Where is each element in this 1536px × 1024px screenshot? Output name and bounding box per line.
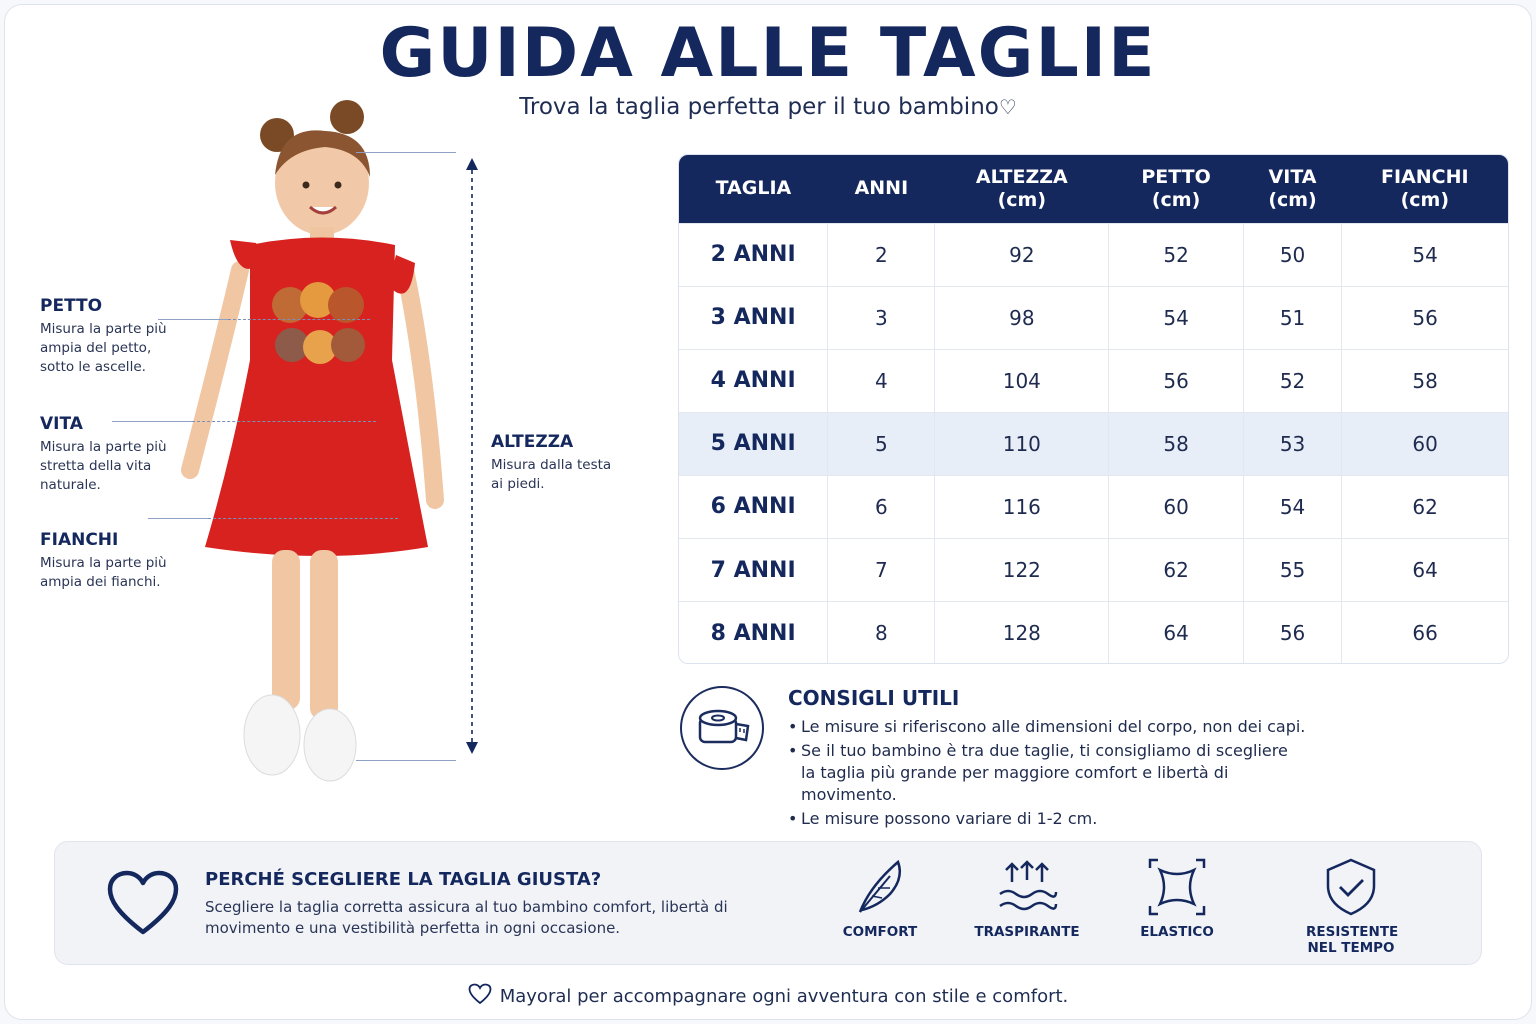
table-cell: 55 (1243, 538, 1341, 601)
measure-waist-title: VITA (40, 414, 83, 434)
measure-height-text: Misura dalla testa ai piedi. (491, 457, 612, 492)
table-row (679, 223, 1508, 286)
header-label: FIANCHI (1381, 165, 1469, 188)
header-label: PETTO (1141, 165, 1211, 188)
feature-comfort (815, 856, 945, 940)
table-cell: 51 (1243, 286, 1341, 349)
size-cell: 7 ANNI (679, 538, 828, 601)
hips-dashed-line (208, 518, 398, 519)
table-cell: 58 (1342, 349, 1508, 412)
height-arrow (466, 158, 478, 754)
why-text: Scegliere la taglia corretta assicura al tuo bambino comfort, libertà di movimento e una vestibilità perfetta in ogni occasione. (205, 898, 728, 937)
table-cell: 104 (935, 349, 1109, 412)
size-cell: 8 ANNI (679, 602, 828, 664)
why-panel (54, 841, 1482, 965)
measure-height-title: ALTEZZA (491, 432, 574, 452)
tip-item: • Se il tuo bambino è tra due taglie, ti consigliamo di scegliere la taglia più grande per maggiore comfort e libertà di movimento. (788, 740, 1288, 806)
header-unit: (cm) (1268, 188, 1317, 211)
table-cell: 6 (828, 475, 935, 538)
table-cell: 116 (935, 475, 1109, 538)
table-cell: 3 (828, 286, 935, 349)
heart-icon (468, 983, 492, 1005)
table-row (679, 412, 1508, 475)
table-cell: 56 (1342, 286, 1508, 349)
size-cell: 3 ANNI (679, 286, 828, 349)
table-header-cell (935, 155, 1109, 223)
measure-hips-title: FIANCHI (40, 530, 119, 550)
tip-item: • Le misure si riferiscono alle dimensioni del corpo, non dei capi. (788, 716, 1388, 738)
breathable-icon (996, 856, 1058, 918)
header-label: ALTEZZA (975, 165, 1068, 188)
measure-hips-text: Misura la parte più ampia dei fianchi. (40, 555, 167, 590)
measure-waist-text: Misura la parte più stretta della vita naturale. (40, 439, 167, 493)
table-header-cell (1109, 155, 1244, 223)
feature-breathable (962, 856, 1092, 940)
feather-icon (850, 856, 910, 918)
measure-waist (40, 414, 180, 495)
feature-label: TRASPIRANTE (974, 924, 1080, 940)
table-cell: 98 (935, 286, 1109, 349)
footer (0, 983, 1536, 1007)
header-label: VITA (1268, 165, 1317, 188)
table-header-row (679, 155, 1508, 223)
feature-label: COMFORT (842, 924, 918, 940)
chest-dashed-line (228, 319, 370, 320)
tip-item: • Le misure possono variare di 1-2 cm. (788, 808, 1388, 830)
table-cell: 54 (1342, 223, 1508, 286)
tips-title: CONSIGLI UTILI (788, 686, 960, 710)
measure-hips (40, 530, 180, 592)
feature-label: ELASTICO (1140, 924, 1214, 940)
measure-height (491, 432, 621, 494)
table-cell: 66 (1342, 602, 1508, 664)
waist-dashed-line (192, 421, 376, 422)
table-row (679, 349, 1508, 412)
table-cell: 58 (1109, 412, 1244, 475)
measure-chest-text: Misura la parte più ampia del petto, sotto le ascelle. (40, 321, 167, 375)
table-header-cell (1342, 155, 1508, 223)
measure-chest (40, 296, 180, 377)
table-cell: 52 (1109, 223, 1244, 286)
why-title: PERCHÉ SCEGLIERE LA TAGLIA GIUSTA? (205, 869, 602, 890)
header-unit: (cm) (1400, 188, 1450, 211)
table-cell: 56 (1243, 602, 1341, 664)
table-cell: 62 (1109, 538, 1244, 601)
measure-chest-title: PETTO (40, 296, 103, 316)
heart-icon: ♡ (998, 95, 1017, 119)
table-row (679, 475, 1508, 538)
child-illustration (160, 95, 460, 785)
shield-check-icon (1320, 856, 1382, 918)
header-unit: (cm) (997, 188, 1047, 211)
subtitle-text: Trova la taglia perfetta per il tuo bambino (519, 94, 999, 120)
tips-list (788, 716, 1388, 830)
table-cell: 122 (935, 538, 1109, 601)
size-cell: 4 ANNI (679, 349, 828, 412)
feature-stretch (1112, 856, 1242, 940)
feature-durable (1286, 856, 1416, 956)
header-label: ANNI (854, 177, 909, 200)
size-cell: 6 ANNI (679, 475, 828, 538)
table-cell: 2 (828, 223, 935, 286)
chest-guide-line (158, 319, 228, 320)
table-cell: 62 (1342, 475, 1508, 538)
table-cell: 52 (1243, 349, 1341, 412)
table-cell: 8 (828, 602, 935, 664)
height-top-line (356, 152, 456, 153)
header-label: TAGLIA (715, 177, 792, 200)
table-cell: 4 (828, 349, 935, 412)
waist-guide-line (112, 421, 192, 422)
page-title: GUIDA ALLE TAGLIE (379, 14, 1157, 93)
stretch-icon (1146, 856, 1208, 918)
table-cell: 53 (1243, 412, 1341, 475)
table-row (679, 538, 1508, 601)
table-header-cell (1243, 155, 1341, 223)
size-cell: 5 ANNI (679, 412, 828, 475)
heart-icon (107, 870, 179, 936)
table-cell: 5 (828, 412, 935, 475)
table-cell: 60 (1109, 475, 1244, 538)
table-cell: 64 (1342, 538, 1508, 601)
size-table (678, 154, 1509, 664)
table-cell: 54 (1109, 286, 1244, 349)
measuring-tape-icon (680, 686, 764, 770)
table-cell: 56 (1109, 349, 1244, 412)
table-cell: 60 (1342, 412, 1508, 475)
height-bottom-line (356, 760, 456, 761)
table-cell: 7 (828, 538, 935, 601)
hips-guide-line (148, 518, 208, 519)
feature-label: RESISTENTE NEL TEMPO (1306, 924, 1399, 956)
table-header-cell (679, 155, 828, 223)
footer-text: Mayoral per accompagnare ogni avventura con stile e comfort. (499, 986, 1069, 1007)
table-cell: 110 (935, 412, 1109, 475)
table-row (679, 286, 1508, 349)
table-cell: 92 (935, 223, 1109, 286)
table-cell: 64 (1109, 602, 1244, 664)
size-cell: 2 ANNI (679, 223, 828, 286)
tips-section (788, 686, 1388, 832)
table-cell: 54 (1243, 475, 1341, 538)
table-cell: 128 (935, 602, 1109, 664)
table-row (679, 602, 1508, 664)
table-header-cell (828, 155, 935, 223)
header-unit: (cm) (1151, 188, 1201, 211)
table-cell: 50 (1243, 223, 1341, 286)
